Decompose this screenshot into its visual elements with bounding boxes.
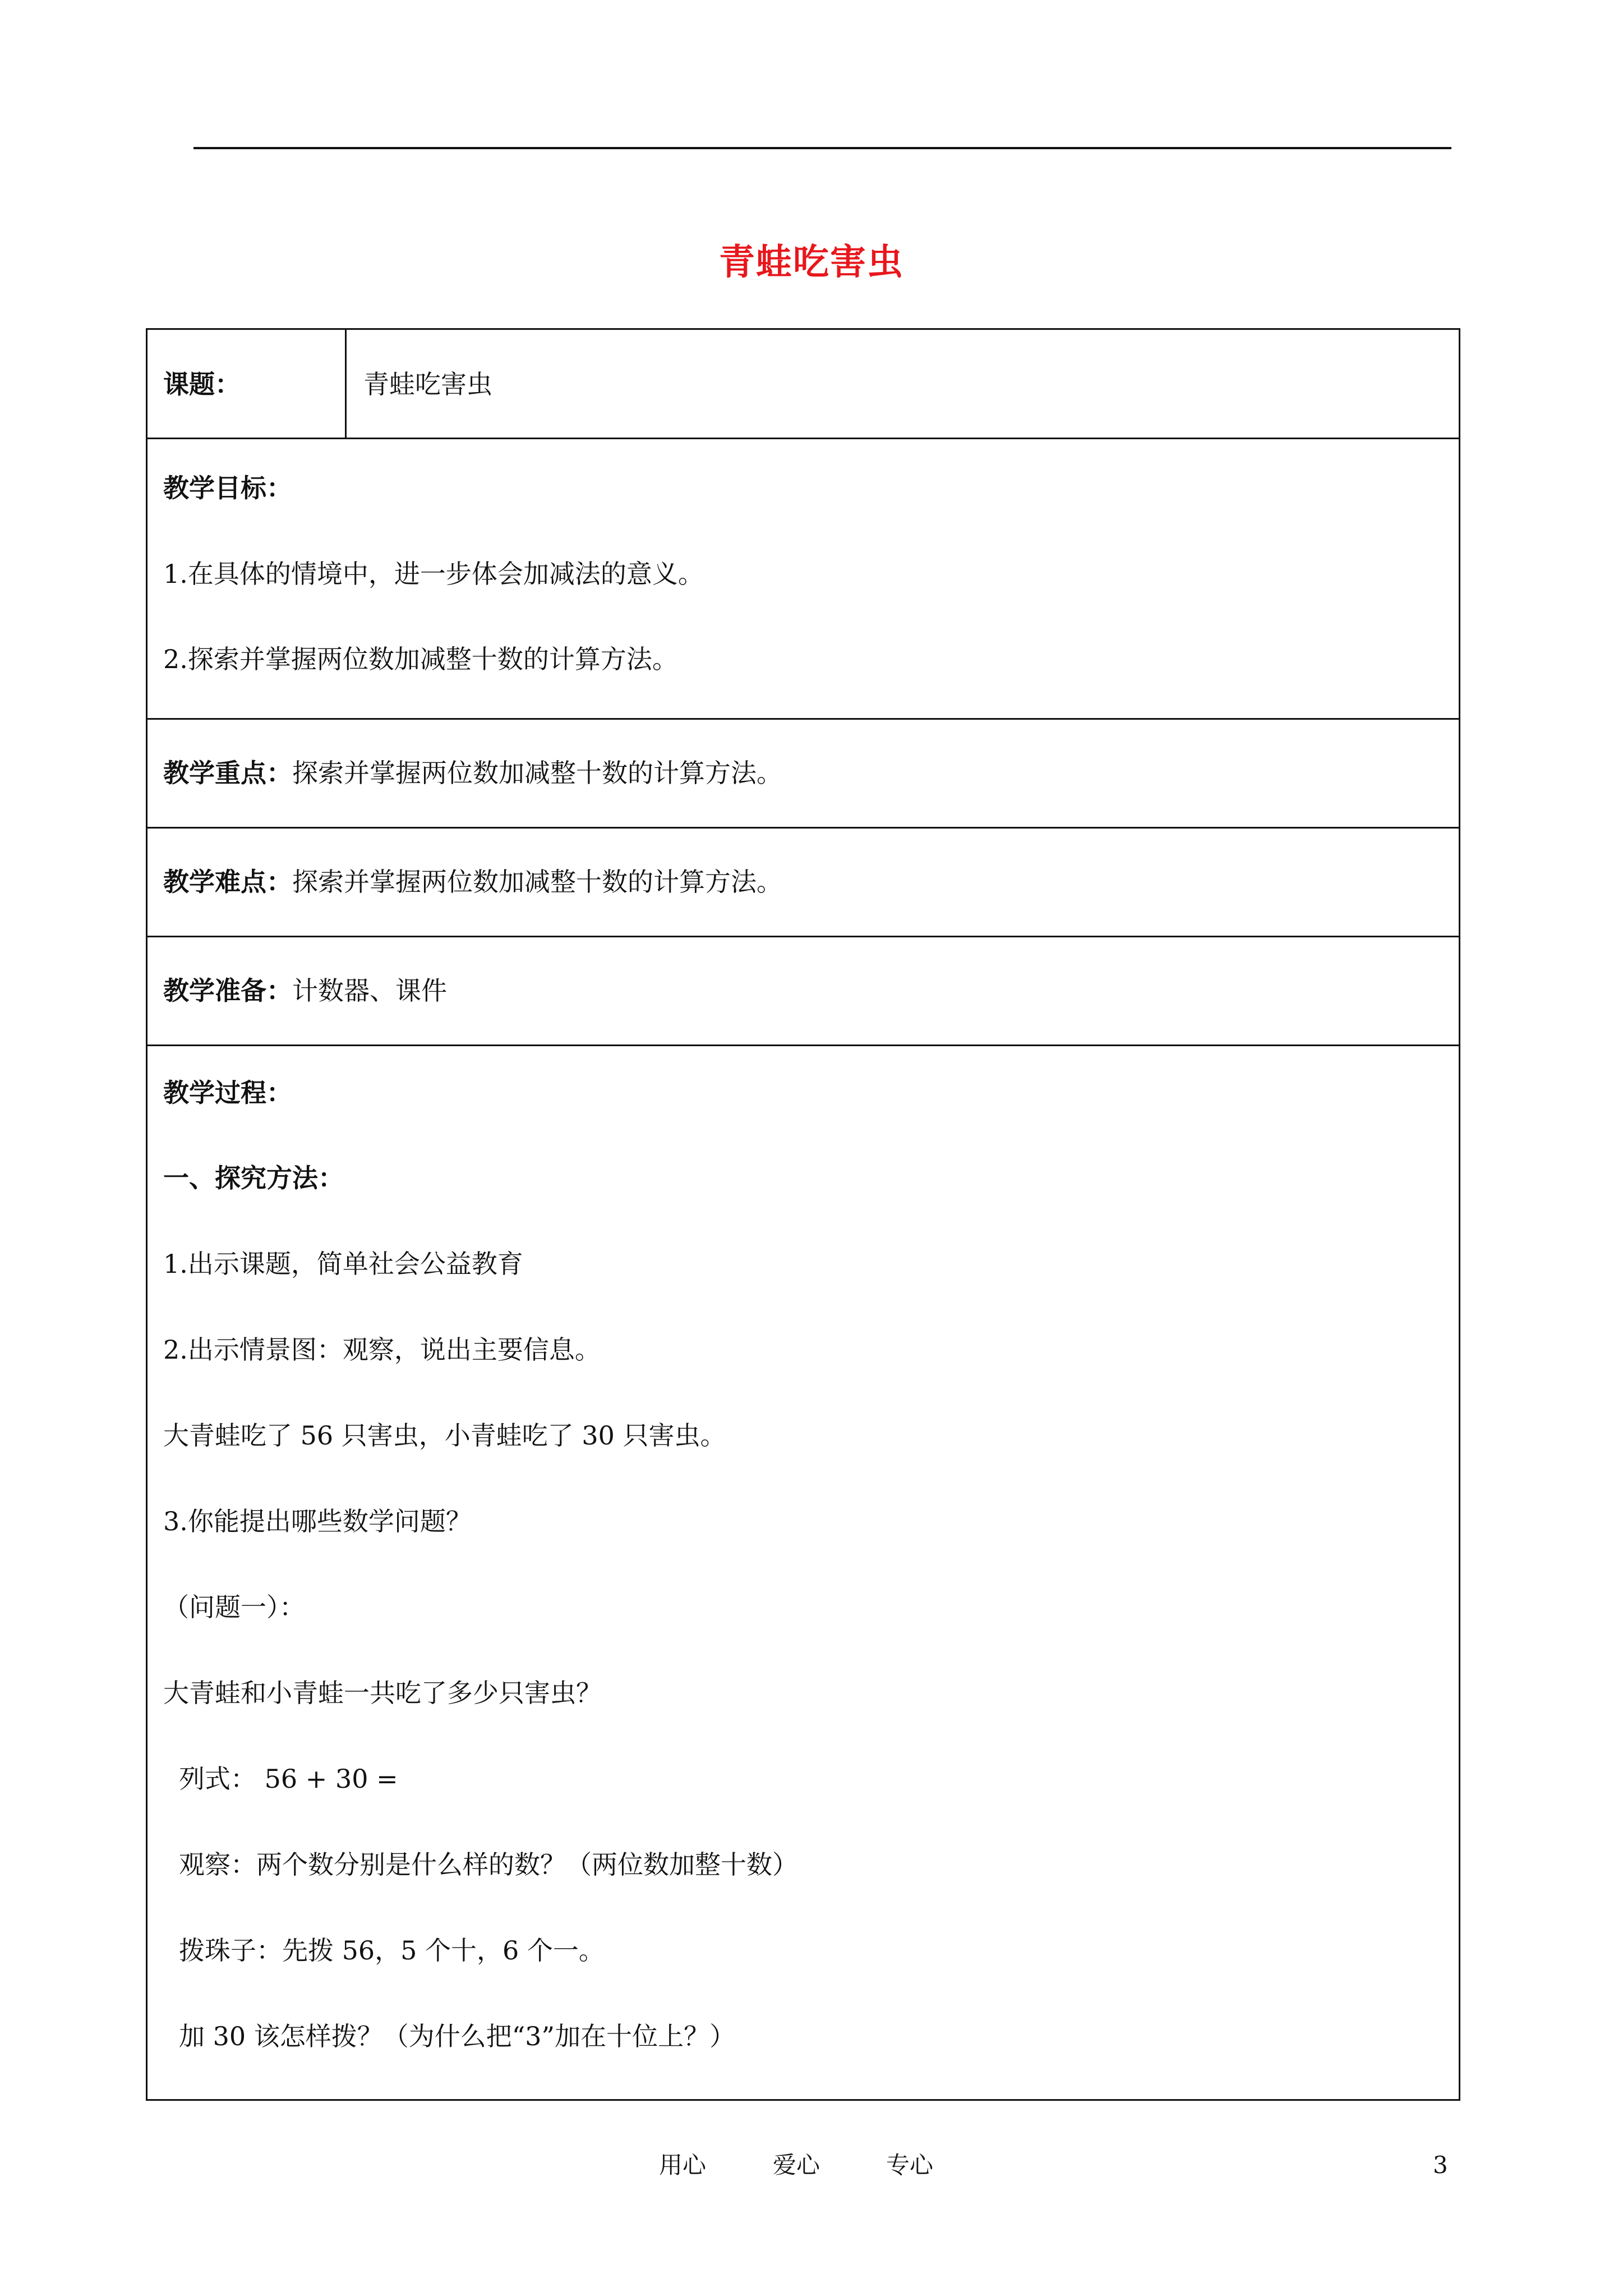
section-heading: 一、探究方法： <box>163 1163 344 1193</box>
abacus-question-line: 加 30 该怎样拨？（为什么把“3”加在十位上？） <box>179 2021 736 2051</box>
difficulties-label: 教学难点： <box>163 867 292 897</box>
preparation-value: 计数器、课件 <box>292 976 447 1006</box>
process-line: 大青蛙和小青蛙一共吃了多少只害虫？ <box>163 1678 602 1708</box>
page-number: 3 <box>1433 2151 1448 2179</box>
footer-slogan-2: 爱心 <box>773 2151 820 2179</box>
process-line: 2.出示情景图：观察，说出主要信息。 <box>163 1335 601 1365</box>
footer-slogan-1: 用心 <box>659 2151 707 2179</box>
difficulties-line <box>163 862 782 901</box>
preparation-row <box>147 937 1459 1046</box>
process-heading: 教学过程： <box>163 1078 292 1108</box>
observation-line: 观察：两个数分别是什么样的数？（两位数加整十数） <box>179 1849 798 1880</box>
goals-row <box>147 439 1459 720</box>
subject-label: 课题： <box>163 369 241 399</box>
footer-slogan-3: 专心 <box>886 2151 934 2179</box>
process-line: 大青蛙吃了 56 只害虫，小青蛙吃了 30 只害虫。 <box>163 1420 726 1451</box>
process-line: 1.出示课题，简单社会公益教育 <box>163 1249 523 1279</box>
formula-line: 列式： 56 + 30 = <box>179 1764 398 1794</box>
abacus-line: 拨珠子：先拨 56，5 个十，6 个一。 <box>179 1935 605 1966</box>
key-points-value: 探索并掌握两位数加减整十数的计算方法。 <box>292 758 782 788</box>
process-row <box>147 1046 1459 2099</box>
difficulties-row <box>147 829 1459 937</box>
header-rule <box>193 147 1451 149</box>
goal-item: 1.在具体的情境中，进一步体会加减法的意义。 <box>163 559 704 589</box>
process-line: 3.你能提出哪些数学问题？ <box>163 1506 472 1536</box>
lesson-plan-table <box>146 328 1460 2101</box>
preparation-line <box>163 971 447 1010</box>
subject-value: 青蛙吃害虫 <box>363 369 492 399</box>
subject-row <box>147 330 1459 439</box>
preparation-label: 教学准备： <box>163 976 292 1006</box>
difficulties-value: 探索并掌握两位数加减整十数的计算方法。 <box>292 867 782 897</box>
subject-label-cell <box>147 330 347 438</box>
goals-heading: 教学目标： <box>163 473 292 503</box>
key-points-line <box>163 753 782 793</box>
key-points-row <box>147 720 1459 829</box>
process-line: （问题一）： <box>163 1592 305 1622</box>
goal-item: 2.探索并掌握两位数加减整十数的计算方法。 <box>163 644 678 674</box>
document-title: 青蛙吃害虫 <box>719 242 904 283</box>
key-points-label: 教学重点： <box>163 758 292 788</box>
